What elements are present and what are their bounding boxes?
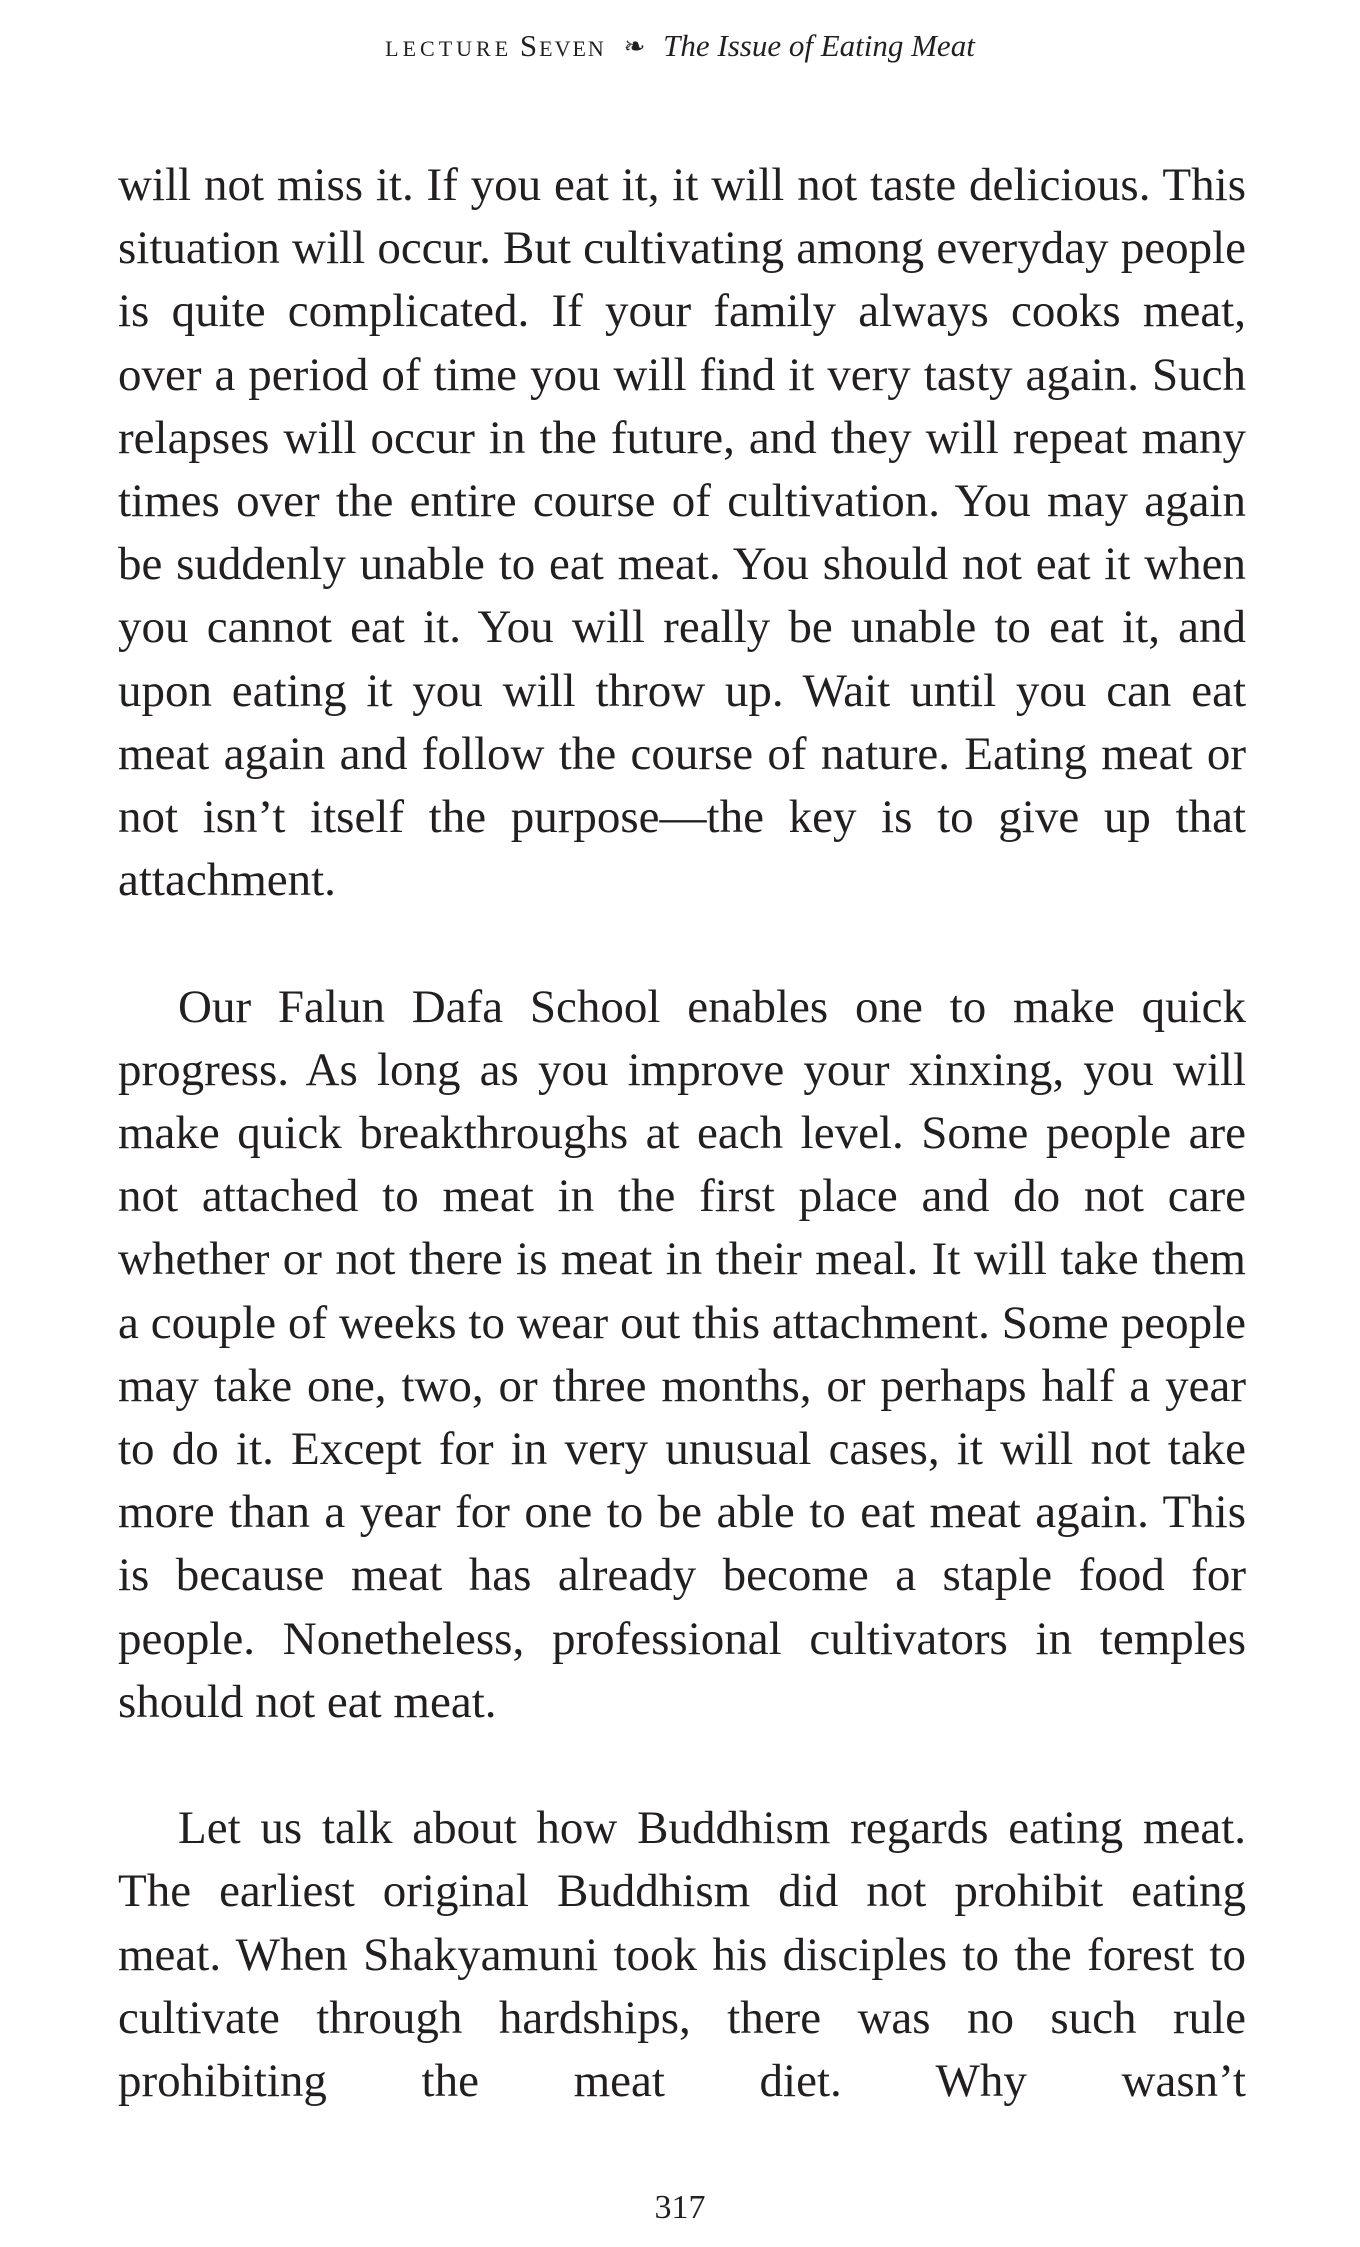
body-text bbox=[118, 154, 1246, 2113]
paragraph-continuation: will not miss it. If you eat it, it will not taste delicious. This situation will occur. But cultivating among everyday people is quite complicated. If your family always cooks meat, over a period of time you will find it very tasty again. Such relapses will occur in the future, and they will repeat many times over the entire course of cultivation. You may again be suddenly unable to eat meat. You should not eat it when you cannot eat it. You will really be unable to eat it, and upon eating it you will throw up. Wait until you can eat meat again and follow the course of nature. Eating meat or not isn’t itself the purpose—the key is to give up that attachment. bbox=[118, 159, 1246, 907]
running-head-lecture-number: Seven bbox=[519, 28, 606, 63]
page-number: 317 bbox=[654, 2189, 706, 2226]
paragraph-buddhism-meat: Let us talk about how Buddhism regards eating meat. The earliest original Buddhism did not prohibit eating meat. When Shakyamuni took his disciples to the forest to cultivate through hardships, there was no such rule prohibiting the meat diet. Why wasn’t bbox=[118, 1802, 1246, 2108]
running-head-lecture-word: lecture bbox=[385, 28, 513, 63]
running-head-chapter-title: The Issue of Eating Meat bbox=[663, 28, 975, 63]
running-head bbox=[0, 26, 1360, 67]
fleuron-ornament-icon: ❧ bbox=[623, 32, 646, 61]
paragraph-falun-dafa-progress: Our Falun Dafa School enables one to make quick progress. As long as you improve your xinxing, you will make quick breakthroughs at each level. Some people are not attached to meat in the first place and do not care whether or not there is meat in their meal. It will take them a couple of weeks to wear out this attachment. Some people may take one, two, or three months, or perhaps half a year to do it. Except for in very unusual cases, it will not take more than a year for one to be able to eat meat again. This is because meat has already become a staple food for people. Nonetheless, professional cultivators in temples should not eat meat. bbox=[118, 980, 1246, 1728]
